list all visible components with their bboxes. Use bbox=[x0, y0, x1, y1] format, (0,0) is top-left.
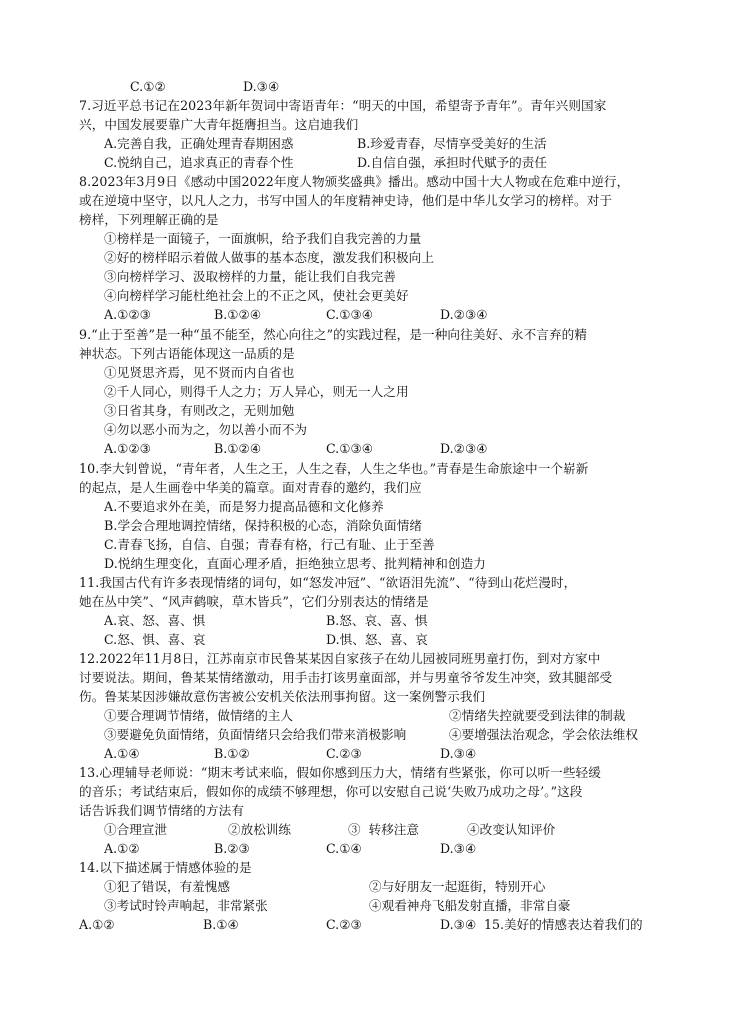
q12-stem-line-3: 伤。鲁某某因涉嫌故意伤害被公安机关依法刑事拘留。这一案例警示我们 bbox=[79, 689, 486, 704]
q6-option-d: D.③④ bbox=[243, 79, 280, 94]
q11-option-c: C.怒、惧、喜、哀 bbox=[104, 632, 206, 647]
q13-item-3: ③ 转移注意 bbox=[348, 822, 419, 837]
q14-option-b: B.①④ bbox=[203, 917, 239, 932]
q10-stem-line-1: 10.李大钊曾说，“青年者，人生之王，人生之春，人生之华也。”青春是生命旅途中一个崭新 bbox=[79, 461, 589, 476]
q13-stem-line-2: 的音乐；考试结束后，假如你的成绩不够理想，你可以安慰自己说‘失败乃成功之母’。”这段 bbox=[79, 784, 583, 799]
q6-option-c: C.①② bbox=[130, 79, 166, 94]
q8-item-4: ④向榜样学习能杜绝社会上的不正之风，使社会更美好 bbox=[104, 288, 409, 303]
q9-option-b: B.①②④ bbox=[214, 441, 262, 456]
q8-stem-line-3: 榜样，下列理解正确的是 bbox=[79, 212, 219, 227]
q7-stem-line-2: 兴，中国发展要靠广大青年挺膺担当。这启迪我们 bbox=[79, 117, 359, 132]
q13-item-4: ④改变认知评价 bbox=[467, 822, 556, 837]
q8-option-b: B.①②④ bbox=[214, 307, 262, 322]
q13-stem-line-3: 话告诉我们调节情绪的方法有 bbox=[79, 803, 245, 818]
q12-stem-line-1: 12.2022年11月8日，江苏南京市民鲁某某因自家孩子在幼儿园被同班男童打伤，到对方家中 bbox=[79, 651, 601, 666]
q15-stem-start: 15.美好的情感表达着我们的 bbox=[484, 917, 643, 932]
q14-option-a: A.①② bbox=[79, 917, 115, 932]
q11-option-d: D.惧、怒、喜、哀 bbox=[326, 632, 428, 647]
q9-item-4: ④勿以恶小而为之，勿以善小而不为 bbox=[104, 422, 308, 437]
q7-option-b: B.珍爱青春，尽情享受美好的生活 bbox=[357, 136, 547, 151]
q10-option-d: D.悦纳生理变化，直面心理矛盾，拒绝独立思考、批判精神和创造力 bbox=[104, 556, 486, 571]
q14-item-1: ①犯了错误，有羞愧感 bbox=[104, 879, 230, 894]
q10-option-b: B.学会合理地调控情绪，保持积极的心态，消除负面情绪 bbox=[104, 518, 423, 533]
q12-option-d: D.③④ bbox=[440, 746, 477, 761]
q7-option-c: C.悦纳自己，追求真正的青春个性 bbox=[104, 155, 294, 170]
q8-item-2: ②好的榜样昭示着做人做事的基本态度，激发我们积极向上 bbox=[104, 250, 435, 265]
q14-item-2: ②与好朋友一起逛街，特别开心 bbox=[369, 879, 546, 894]
q9-option-a: A.①②③ bbox=[104, 441, 151, 456]
q8-item-3: ③向榜样学习、汲取榜样的力量，能让我们自我完善 bbox=[104, 269, 396, 284]
q13-option-d: D.③④ bbox=[440, 841, 477, 856]
q7-option-d: D.自信自强，承担时代赋予的责任 bbox=[357, 155, 547, 170]
q10-option-a: A.不要追求外在美，而是努力提高品德和文化修养 bbox=[104, 499, 384, 514]
q14-item-3: ③考试时铃声响起，非常紧张 bbox=[104, 898, 268, 913]
q10-option-c: C.青春飞扬，自信、自强；青春有格，行己有耻、止于至善 bbox=[104, 537, 435, 552]
q14-option-c: C.②③ bbox=[326, 917, 362, 932]
q9-option-c: C.①③④ bbox=[326, 441, 374, 456]
q13-option-c: C.①④ bbox=[326, 841, 362, 856]
q13-item-1: ①合理宣泄 bbox=[104, 822, 167, 837]
q14-stem-line-1: 14.以下描述属于情感体验的是 bbox=[79, 860, 252, 875]
q12-item-2: ②情绪失控就要受到法律的制裁 bbox=[449, 708, 626, 723]
q12-option-c: C.②③ bbox=[326, 746, 362, 761]
q7-stem-line-1: 7.习近平总书记在2023年新年贺词中寄语青年：“明天的中国，希望寄予青年”。青年兴则国家 bbox=[79, 98, 607, 113]
q11-stem-line-1: 11.我国古代有许多表现情绪的词句，如“怒发冲冠”、“欲语泪先流”、“待到山花烂漫时， bbox=[79, 575, 577, 590]
q13-item-2: ②放松训练 bbox=[228, 822, 291, 837]
q13-option-a: A.①② bbox=[104, 841, 140, 856]
q13-stem-line-1: 13.心理辅导老师说：“期末考试来临，假如你感到压力大，情绪有些紧张，你可以听一些轻缓 bbox=[79, 765, 601, 780]
q9-stem-line-2: 神状态。下列古语能体现这一品质的是 bbox=[79, 346, 295, 361]
q11-stem-line-2: 她在丛中笑”、“风声鹤唳，草木皆兵”，它们分别表达的情绪是 bbox=[79, 594, 429, 609]
q14-option-d: D.③④ bbox=[440, 917, 477, 932]
q8-stem-line-2: 或在逆境中坚守，以凡人之力，书写中国人的年度精神史诗，他们是中华儿女学习的榜样。对于 bbox=[79, 193, 613, 208]
q14-item-4: ④观看神舟飞船发射直播，非常自豪 bbox=[369, 898, 571, 913]
q9-item-1: ①见贤思齐焉，见不贤而内自省也 bbox=[104, 365, 295, 380]
q11-option-b: B.怒、哀、喜、惧 bbox=[326, 613, 428, 628]
q9-item-2: ②千人同心，则得千人之力；万人异心，则无一人之用 bbox=[104, 384, 409, 399]
q12-item-1: ①要合理调节情绪，做情绪的主人 bbox=[104, 708, 293, 723]
q13-option-b: B.②③ bbox=[214, 841, 250, 856]
q12-option-a: A.①④ bbox=[104, 746, 140, 761]
q8-option-c: C.①③④ bbox=[326, 307, 374, 322]
q9-stem-line-1: 9.“止于至善”是一种“虽不能至，然心向往之”的实践过程，是一种向往美好、永不言弃的精 bbox=[79, 327, 588, 342]
q12-option-b: B.①② bbox=[214, 746, 250, 761]
q7-option-a: A.完善自我，正确处理青春期困惑 bbox=[104, 136, 294, 151]
q8-option-a: A.①②③ bbox=[104, 307, 151, 322]
q11-option-a: A.哀、怒、喜、惧 bbox=[104, 613, 206, 628]
q9-option-d: D.②③④ bbox=[440, 441, 488, 456]
q12-item-4: ④要增强法治观念，学会依法维权 bbox=[449, 727, 638, 742]
q8-item-1: ①榜样是一面镜子，一面旗帜，给予我们自我完善的力量 bbox=[104, 231, 422, 246]
q9-item-3: ③日省其身，有则改之，无则加勉 bbox=[104, 403, 295, 418]
q12-item-3: ③要避免负面情绪，负面情绪只会给我们带来消极影响 bbox=[104, 727, 407, 742]
q12-stem-line-2: 讨要说法。期间，鲁某某情绪激动，用手击打该男童面部，并与男童爷爷发生冲突，致其腿部受 bbox=[79, 670, 613, 685]
q10-stem-line-2: 的起点，是人生画卷中华美的篇章。面对青春的邀约，我们应 bbox=[79, 480, 422, 495]
q8-option-d: D.②③④ bbox=[440, 307, 488, 322]
q8-stem-line-1: 8.2023年3月9日《感动中国2022年度人物颁奖盛典》播出。感动中国十大人物或在危难中逆行， bbox=[79, 174, 630, 189]
